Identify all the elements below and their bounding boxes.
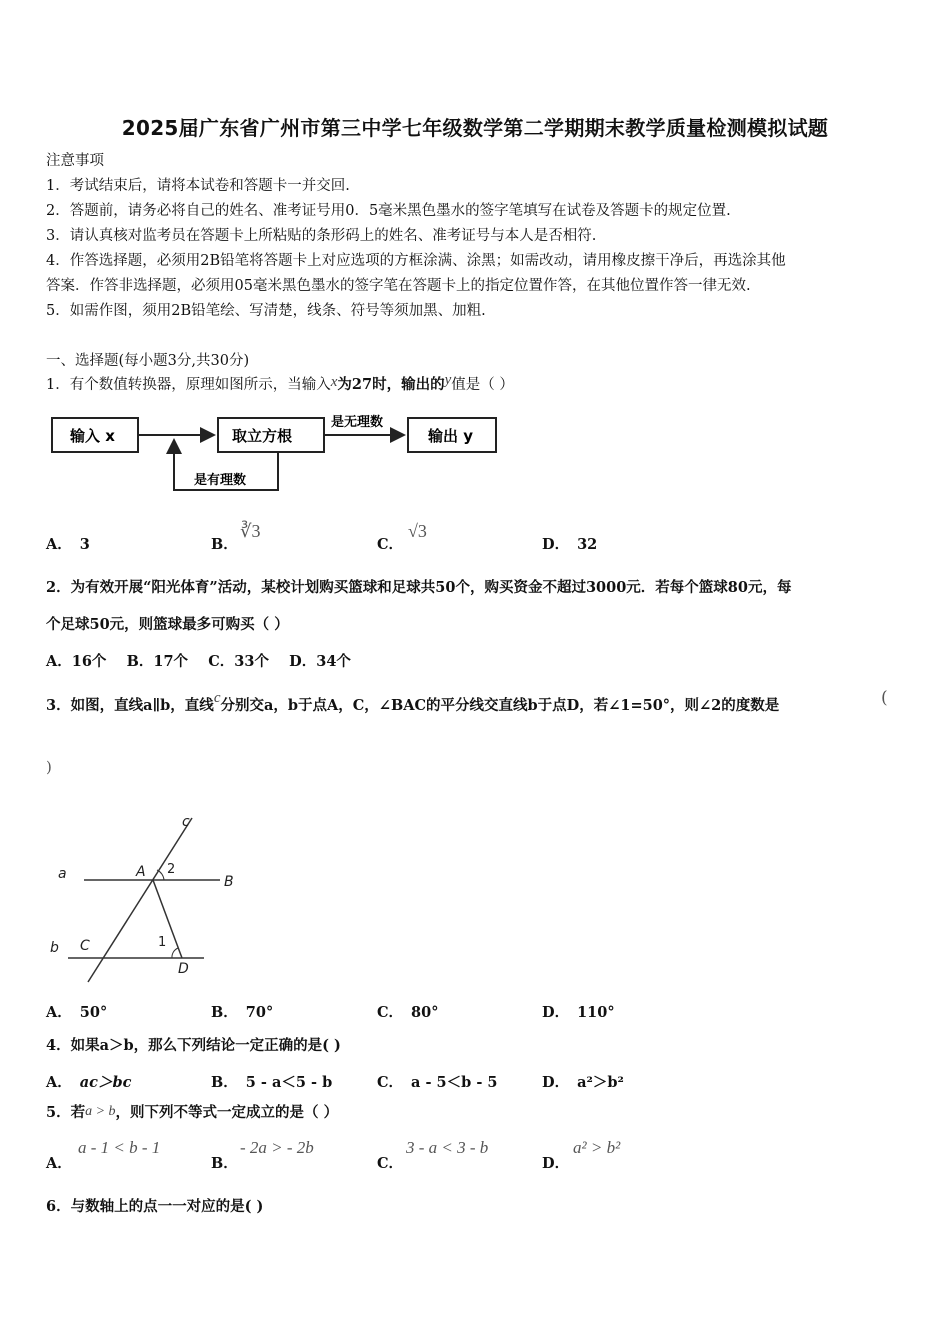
q3-var-c: c [213, 690, 221, 706]
q5-condition: a > b [85, 1104, 116, 1119]
q3-paren-open: ( [881, 688, 888, 708]
flow-process-label: 取立方根 [232, 427, 293, 445]
notice-item: 3．请认真核对监考员在答题卡上所粘贴的条形码上的姓名、准考证号与本人是否相符. [46, 228, 597, 244]
q4-option-d: D． a²＞b² [542, 1074, 624, 1091]
flow-output-label: 输出 y [428, 427, 474, 445]
question-2-line-1: 2．为有效开展“阳光体育”活动，某校计划购买篮球和足球共50个，购买资金不超过3000元．若每个篮球80元，每 [46, 579, 792, 596]
q5-option-d-value: a² > b² [573, 1138, 621, 1157]
notice-item: 4．作答选择题，必须用2B铅笔将答题卡上对应选项的方框涂满、涂黑；如需改动，请用橡皮擦干净后，再选涂其他 [46, 253, 786, 269]
question-4: 4．如果a＞b，那么下列结论一定正确的是( ) [46, 1037, 341, 1054]
q3-option-d: D． 110° [542, 1004, 615, 1021]
flow-rational-label: 是有理数 [194, 473, 247, 488]
q4-option-a: A． ac＞bc [46, 1074, 132, 1091]
q1-option-a: A． 3 [46, 536, 90, 553]
q1-var-y: y [444, 372, 452, 388]
label-b: b [50, 940, 59, 956]
q3-option-c: C． 80° [377, 1004, 439, 1021]
flow-input-label: 输入 x [70, 427, 115, 445]
label-C: C [80, 938, 90, 954]
label-angle-2: 2 [167, 862, 176, 877]
q1-option-b-value: ∛3 [240, 521, 261, 541]
notice-heading: 注意事项 [46, 153, 104, 169]
flow-irrational-label: 是无理数 [331, 415, 384, 430]
label-c: c [182, 814, 190, 830]
q5-option-a-value: a - 1 < b - 1 [78, 1138, 161, 1157]
q1-text-b: 为27时，输出的 [337, 376, 445, 393]
q5-option-a: A． [46, 1155, 72, 1172]
q5-option-c: C． [377, 1155, 404, 1172]
q5-text-b: ，则下列不等式一定成立的是（ ） [115, 1104, 339, 1121]
question-1 [46, 372, 514, 395]
q5-option-c-value: 3 - a < 3 - b [406, 1138, 489, 1157]
q3-option-b: B． 70° [211, 1004, 274, 1021]
notice-item: 1．考试结束后，请将本试卷和答题卡一并交回. [46, 178, 350, 194]
q1-option-b: B． [211, 536, 238, 553]
q3-text-b: 分别交a，b于点A，C，∠BAC的平分线交直线b于点D，若∠1=50°，则∠2的度数是 [220, 697, 780, 714]
q1-text-a: 1．有个数值转换器，原理如图所示，当输入 [46, 377, 331, 393]
section-heading: 一、选择题(每小题3分,共30分) [46, 353, 250, 369]
q1-option-c: C． [377, 536, 404, 553]
q1-flowchart [0, 400, 520, 500]
question-3 [46, 690, 780, 716]
q3-figure [40, 810, 250, 995]
q3-paren-close: ) [46, 758, 52, 776]
notice-item: 答案．作答非选择题，必须用05毫米黑色墨水的签字笔在答题卡上的指定位置作答，在其他位置作答一律无效. [46, 278, 751, 294]
q1-var-x: x [330, 374, 338, 390]
q5-option-b: B． [211, 1155, 238, 1172]
q1-option-c-value: √3 [408, 521, 427, 541]
label-a: a [58, 866, 67, 882]
question-6: 6．与数轴上的点一一对应的是( ) [46, 1198, 264, 1215]
question-2-line-2: 个足球50元，则篮球最多可购买（ ） [46, 616, 289, 633]
label-A: A [136, 864, 146, 880]
q3-option-a: A． 50° [46, 1004, 108, 1021]
q2-options: A．16个 B．17个 C．33个 D．34个 [46, 653, 351, 670]
label-B: B [224, 874, 234, 890]
q4-option-c: C． a - 5＜b - 5 [377, 1074, 498, 1091]
question-5 [46, 1103, 338, 1124]
notice-item: 5．如需作图，须用2B铅笔绘、写清楚，线条、符号等须加黑、加粗. [46, 303, 486, 319]
q1-text-c: 值是（ ） [451, 377, 514, 393]
q5-option-b-value: - 2a > - 2b [240, 1138, 314, 1157]
q5-text-a: 5．若 [46, 1104, 86, 1121]
q3-text-a: 3．如图，直线a∥b，直线 [46, 697, 214, 714]
label-angle-1: 1 [158, 935, 167, 950]
q1-option-d: D． 32 [542, 536, 598, 553]
page-title: 2025届广东省广州市第三中学七年级数学第二学期期末教学质量检测模拟试题 [121, 116, 829, 140]
q5-option-d: D． [542, 1155, 570, 1172]
label-D: D [178, 961, 189, 977]
angle-1-arc [172, 948, 178, 958]
notice-item: 2．答题前，请务必将自己的姓名、准考证号用0．5毫米黑色墨水的签字笔填写在试卷及答题卡的规定位置. [46, 203, 731, 219]
q4-option-b: B． 5 - a＜5 - b [211, 1074, 333, 1091]
